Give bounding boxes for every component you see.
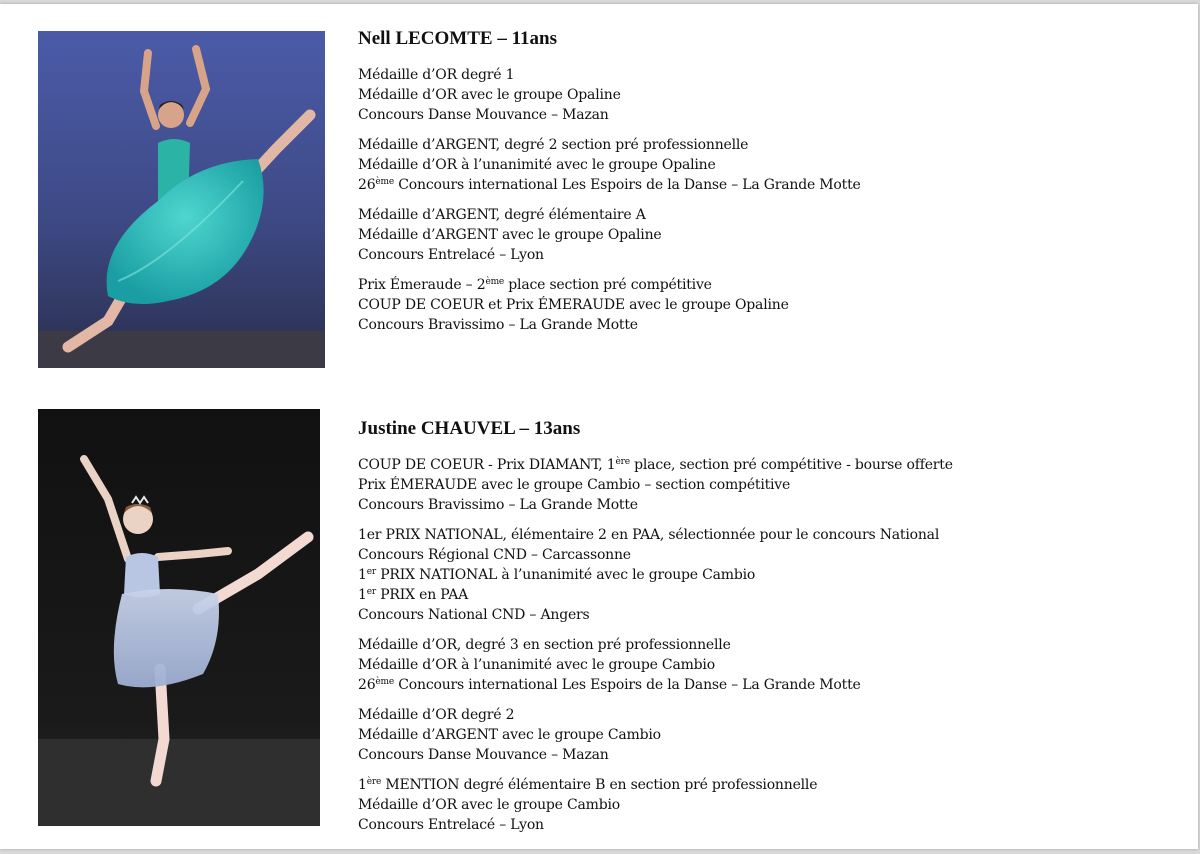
award-text: PRIX en PAA bbox=[375, 587, 469, 603]
award-text: Médaille d’OR avec le groupe Cambio bbox=[358, 797, 621, 813]
award-text: 1er PRIX NATIONAL, élémentaire 2 en PAA, sélectionnée pour le concours National bbox=[358, 527, 940, 543]
award-line bbox=[358, 275, 1178, 295]
award-text: Concours international Les Espoirs de la Danse – La Grande Motte bbox=[394, 677, 861, 693]
award-text: COUP DE COEUR - Prix DIAMANT, 1 bbox=[358, 457, 616, 473]
ordinal-superscript: ème bbox=[375, 177, 395, 187]
award-line bbox=[358, 585, 1178, 605]
award-line bbox=[358, 105, 1178, 125]
award-text: Médaille d’ARGENT, degré élémentaire A bbox=[358, 207, 646, 223]
award-group bbox=[358, 135, 1178, 195]
ordinal-superscript: ère bbox=[615, 457, 630, 467]
dancer-name-heading: Nell LECOMTE – 11ans bbox=[358, 28, 557, 49]
award-line bbox=[358, 455, 1178, 475]
award-text: Concours Bravissimo – La Grande Motte bbox=[358, 317, 638, 333]
ordinal-superscript: er bbox=[366, 587, 376, 597]
award-group bbox=[358, 705, 1178, 765]
award-text: Concours National CND – Angers bbox=[358, 607, 590, 623]
award-line bbox=[358, 85, 1178, 105]
award-text: Médaille d’OR à l’unanimité avec le groupe Cambio bbox=[358, 657, 715, 673]
award-text: Médaille d’OR avec le groupe Opaline bbox=[358, 87, 621, 103]
award-text: Médaille d’ARGENT, degré 2 section pré professionnelle bbox=[358, 137, 749, 153]
dancer-entry-nell bbox=[358, 26, 1178, 345]
award-text: Médaille d’ARGENT avec le groupe Opaline bbox=[358, 227, 662, 243]
award-text: COUP DE COEUR et Prix ÉMERAUDE avec le groupe Opaline bbox=[358, 297, 789, 313]
award-line bbox=[358, 315, 1178, 335]
award-text: Prix ÉMERAUDE avec le groupe Cambio – section compétitive bbox=[358, 477, 791, 493]
award-line bbox=[358, 205, 1178, 225]
award-line bbox=[358, 725, 1178, 745]
award-group bbox=[358, 635, 1178, 695]
award-line bbox=[358, 475, 1178, 495]
ordinal-superscript: er bbox=[366, 567, 376, 577]
award-line bbox=[358, 225, 1178, 245]
award-group bbox=[358, 65, 1178, 125]
award-text: 26 bbox=[358, 677, 376, 693]
award-text: 1 bbox=[358, 567, 367, 583]
award-text: Concours Danse Mouvance – Mazan bbox=[358, 747, 609, 763]
ordinal-superscript: ème bbox=[375, 677, 395, 687]
award-line bbox=[358, 295, 1178, 315]
award-text: 1 bbox=[358, 777, 367, 793]
award-line bbox=[358, 605, 1178, 625]
award-line bbox=[358, 155, 1178, 175]
award-line bbox=[358, 795, 1178, 815]
award-line bbox=[358, 775, 1178, 795]
award-line bbox=[358, 525, 1178, 545]
award-line bbox=[358, 655, 1178, 675]
award-line bbox=[358, 495, 1178, 515]
awards-list bbox=[358, 455, 1178, 835]
award-text: Médaille d’OR degré 1 bbox=[358, 67, 515, 83]
award-line bbox=[358, 565, 1178, 585]
award-line bbox=[358, 175, 1178, 195]
award-group bbox=[358, 455, 1178, 515]
award-line bbox=[358, 675, 1178, 695]
award-group bbox=[358, 525, 1178, 625]
dancer-photo-teal-tutu bbox=[38, 31, 325, 368]
award-line bbox=[358, 815, 1178, 835]
award-line bbox=[358, 635, 1178, 655]
award-text: Médaille d’OR à l’unanimité avec le groupe Opaline bbox=[358, 157, 716, 173]
document-page bbox=[0, 4, 1198, 849]
dancer-photo-blue-dress bbox=[38, 409, 320, 826]
dancer-name-heading: Justine CHAUVEL – 13ans bbox=[358, 418, 581, 439]
award-text: PRIX NATIONAL à l’unanimité avec le groupe Cambio bbox=[375, 567, 756, 583]
award-line bbox=[358, 65, 1178, 85]
award-text: 1 bbox=[358, 587, 367, 603]
award-text: place section pré compétitive bbox=[504, 277, 712, 293]
awards-list bbox=[358, 65, 1178, 335]
award-text: 26 bbox=[358, 177, 376, 193]
ordinal-superscript: ère bbox=[366, 777, 382, 787]
award-group bbox=[358, 275, 1178, 335]
award-text: Concours Bravissimo – La Grande Motte bbox=[358, 497, 638, 513]
award-line bbox=[358, 745, 1178, 765]
award-line bbox=[358, 135, 1178, 155]
award-text: Concours Entrelacé – Lyon bbox=[358, 817, 544, 833]
award-text: Médaille d’OR, degré 3 en section pré professionnelle bbox=[358, 637, 731, 653]
award-line bbox=[358, 545, 1178, 565]
award-text: Concours Danse Mouvance – Mazan bbox=[358, 107, 609, 123]
award-line bbox=[358, 705, 1178, 725]
award-text: Concours international Les Espoirs de la Danse – La Grande Motte bbox=[394, 177, 861, 193]
award-text: Médaille d’OR degré 2 bbox=[358, 707, 515, 723]
ordinal-superscript: ème bbox=[485, 277, 505, 287]
award-text: Concours Entrelacé – Lyon bbox=[358, 247, 544, 263]
award-text: Médaille d’ARGENT avec le groupe Cambio bbox=[358, 727, 661, 743]
award-text: Concours Régional CND – Carcassonne bbox=[358, 547, 631, 563]
award-text: place, section pré compétitive - bourse offerte bbox=[629, 457, 953, 473]
award-group bbox=[358, 205, 1178, 265]
award-text: MENTION degré élémentaire B en section pré professionnelle bbox=[381, 777, 818, 793]
award-group bbox=[358, 775, 1178, 835]
award-text: Prix Émeraude – 2 bbox=[358, 277, 486, 293]
dancer-entry-justine bbox=[358, 416, 1178, 845]
award-line bbox=[358, 245, 1178, 265]
